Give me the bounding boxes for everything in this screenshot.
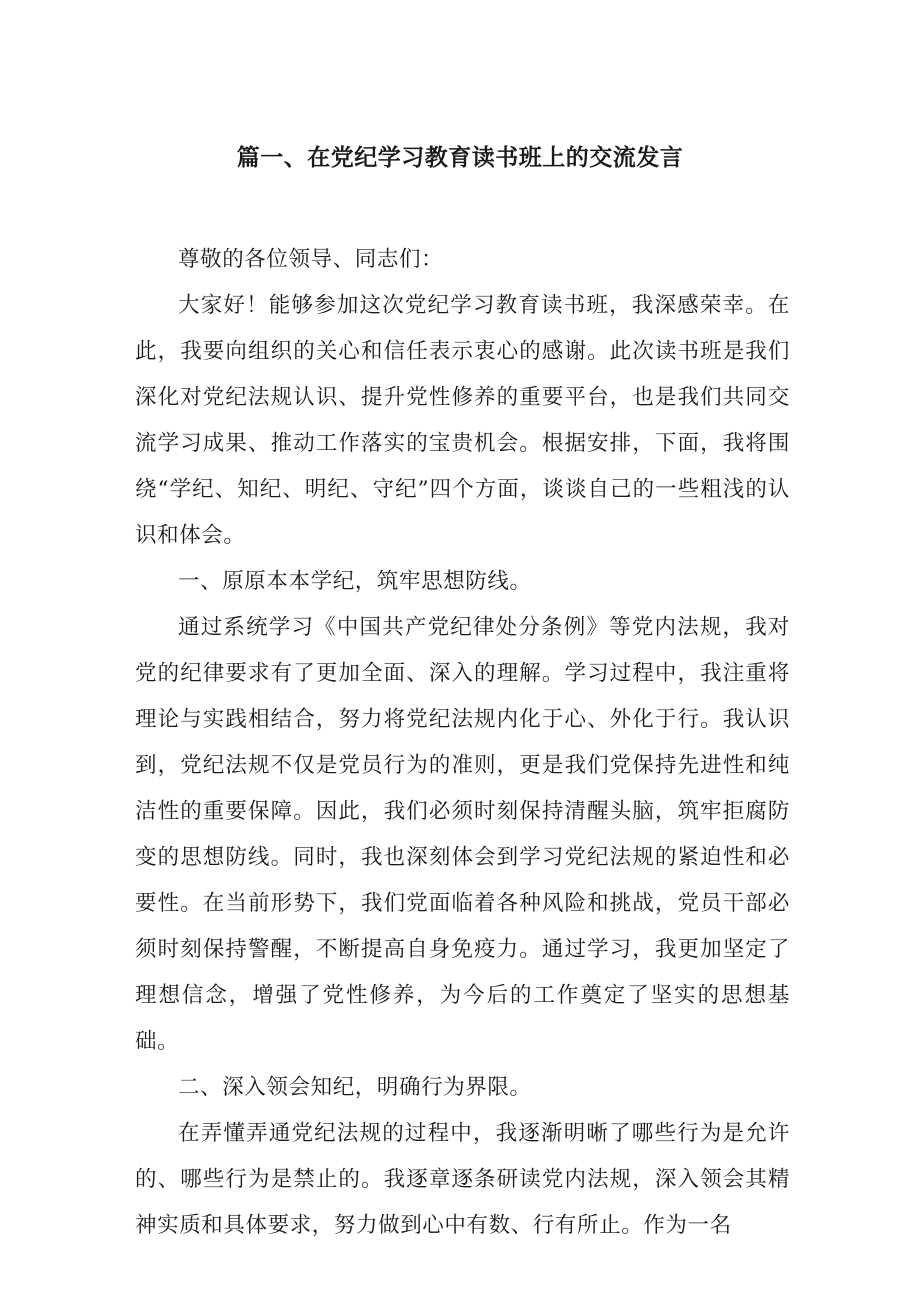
intro-paragraph: 大家好！能够参加这次党纪学习教育读书班，我深感荣幸。在此，我要向组织的关心和信任表示衷心的感谢。此次读书班是我们深化对党纪法规认识、提升党性修养的重要平台，也是我们共同交流学习成果、推动工作落实的宝贵机会。根据安排，下面，我将围绕“学纪、知纪、明纪、守纪”四个方面，谈谈自己的一些粗浅的认识和体会。 xyxy=(135,293,790,548)
document-body xyxy=(135,237,790,1249)
section-heading-2: 二、深入领会知纪，明确行为界限。 xyxy=(178,1075,532,1100)
section-heading-1: 一、原原本本学纪，筑牢思想防线。 xyxy=(178,569,532,594)
salutation-paragraph: 尊敬的各位领导、同志们： xyxy=(178,247,444,272)
document-title: 篇一、在党纪学习教育读书班上的交流发言 xyxy=(236,145,684,171)
section-2-paragraph: 在弄懂弄通党纪法规的过程中，我逐渐明晰了哪些行为是允许的、哪些行为是禁止的。我逐章逐条研读党内法规，深入领会其精神实质和具体要求，努力做到心中有数、行有所止。作为一名 xyxy=(135,1121,790,1238)
section-1-paragraph: 通过系统学习《中国共产党纪律处分条例》等党内法规，我对党的纪律要求有了更加全面、深入的理解。学习过程中，我注重将理论与实践相结合，努力将党纪法规内化于心、外化于行。我认识到，党纪法规不仅是党员行为的准则，更是我们党保持先进性和纯洁性的重要保障。因此，我们必须时刻保持清醒头脑，筑牢拒腐防变的思想防线。同时，我也深刻体会到学习党纪法规的紧迫性和必要性。在当前形势下，我们党面临着各种风险和挑战，党员干部必须时刻保持警醒，不断提高自身免疫力。通过学习，我更加坚定了理想信念，增强了党性修养，为今后的工作奠定了坚实的思想基础。 xyxy=(135,615,790,1054)
